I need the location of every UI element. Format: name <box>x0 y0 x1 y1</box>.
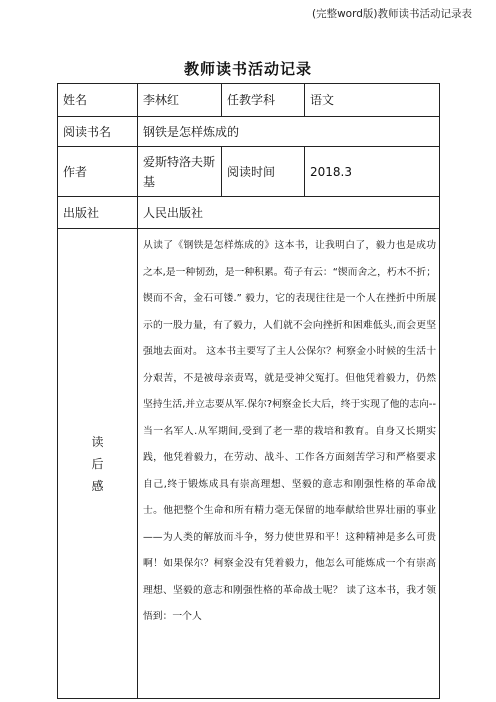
reflection-label-char: 感 <box>91 478 104 493</box>
reading-record-table <box>57 83 440 699</box>
reflection-label <box>58 229 138 699</box>
subject-value: 语文 <box>305 84 440 117</box>
reflection-label-char: 后 <box>91 456 104 471</box>
table-row <box>58 117 440 147</box>
reflection-label-char: 读 <box>91 434 104 449</box>
name-label: 姓名 <box>58 84 138 117</box>
document-header: (完整word版)教师读书活动记录表 <box>311 8 472 20</box>
table-row <box>58 197 440 229</box>
name-value: 李林红 <box>138 84 222 117</box>
date-label: 阅读时间 <box>222 147 305 197</box>
date-value: 2018.3 <box>305 147 440 197</box>
reflection-text: 从读了《钢铁是怎样炼成的》这本书，让我明白了，毅力也是成功之本,是一种韧劲，是一种积累。荀子有云：“锲而舍之，朽木不折；锲而不舍，金石可镂.” 毅力，它的表现往往是一个人在挫折中所展示的一股力量，有了毅力，人们就不会向挫折和困难低头,而会更坚强地去面对。 这本书主要写了主人公保尔？柯察金小时候的生活十分艰苦，不是被母亲责骂，就是受神父冤打。但他凭着毅力，仍然坚持生活,并立志要从军.保尔?柯察金长大后，终于实现了他的志向--当一名军人.从军期间,受到了老一辈的栽培和教育。自身又长期实践，他凭着毅力，在劳动、战斗、工作各方面刻苦学习和严格要求自己,终于锻炼成具有崇高理想、坚毅的意志和刚强性格的革命战士。他把整个生命和所有精力毫无保留的地奉献给世界壮丽的事业——为人类的解放而斗争，努力使世界和平！这种精神是多么可贵啊！如果保尔？柯察金没有凭着毅力，他怎么可能炼成一个有崇高理想、坚毅的意志和刚强性格的革命战士呢？ 读了这本书，我才领悟到：一个人 <box>138 229 440 699</box>
author-value: 爱斯特洛夫斯基 <box>138 147 222 197</box>
page-title: 教师读书活动记录 <box>183 60 312 78</box>
author-label: 作者 <box>58 147 138 197</box>
publisher-value: 人民出版社 <box>138 197 440 229</box>
table-row <box>58 229 440 699</box>
subject-label: 任教学科 <box>222 84 305 117</box>
book-label: 阅读书名 <box>58 117 138 147</box>
publisher-label: 出版社 <box>58 197 138 229</box>
table-row <box>58 147 440 197</box>
table-row <box>58 84 440 117</box>
book-value: 钢铁是怎样炼成的 <box>138 117 440 147</box>
